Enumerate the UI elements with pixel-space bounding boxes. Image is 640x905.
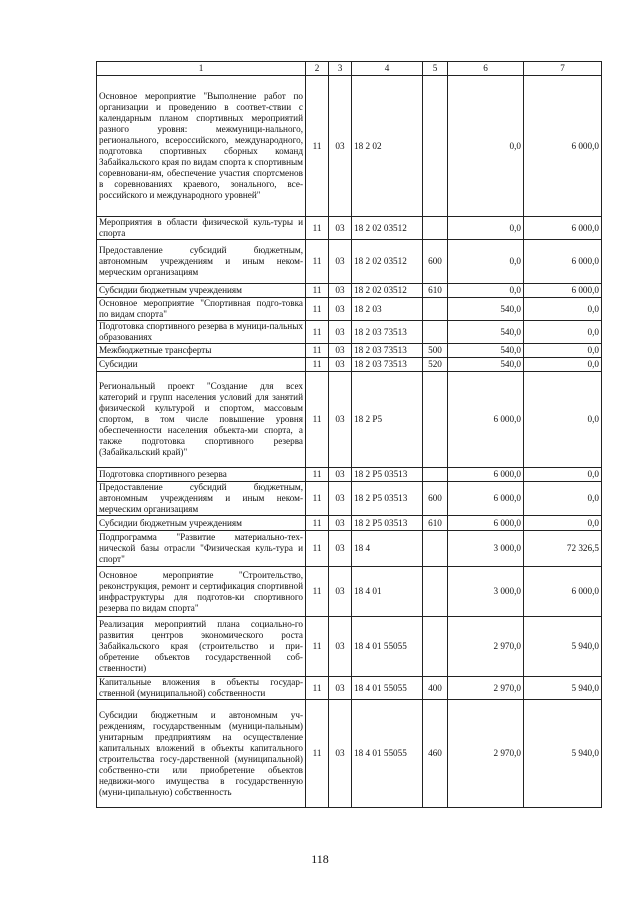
row-amount-2: 6 000,0 <box>524 284 602 298</box>
row-target-code: 18 2 P5 03513 <box>352 516 423 531</box>
row-expense-type: 460 <box>423 700 448 808</box>
row-amount-1: 540,0 <box>448 344 524 358</box>
row-amount-2: 72 326,5 <box>524 531 602 567</box>
row-expense-type <box>423 298 448 321</box>
row-name: Субсидии бюджетным учреждениям <box>97 284 306 298</box>
row-amount-1: 2 970,0 <box>448 677 524 700</box>
row-name: Субсидии <box>97 358 306 372</box>
row-target-code: 18 4 01 55055 <box>352 677 423 700</box>
table-row <box>97 531 602 567</box>
row-amount-2: 5 940,0 <box>524 617 602 677</box>
row-section: 11 <box>306 700 329 808</box>
row-expense-type <box>423 468 448 482</box>
row-target-code: 18 2 02 03512 <box>352 284 423 298</box>
row-amount-2: 0,0 <box>524 358 602 372</box>
row-section: 11 <box>306 240 329 284</box>
table-row <box>97 372 602 468</box>
row-section: 11 <box>306 372 329 468</box>
row-expense-type <box>423 531 448 567</box>
row-subsection: 03 <box>329 516 352 531</box>
row-subsection: 03 <box>329 700 352 808</box>
row-name: Основное мероприятие "Спортивная подго-товка по видам спорта" <box>97 298 306 321</box>
column-header-5: 5 <box>423 62 448 76</box>
row-amount-1: 540,0 <box>448 358 524 372</box>
row-amount-1: 6 000,0 <box>448 482 524 516</box>
row-target-code: 18 2 03 <box>352 298 423 321</box>
row-subsection: 03 <box>329 298 352 321</box>
row-name: Основное мероприятие "Строительство, реконструкция, ремонт и сертификация спортивной инфраструктуры для подготов-ки спортивного резерва по видам спорта" <box>97 567 306 617</box>
row-target-code: 18 4 <box>352 531 423 567</box>
row-amount-1: 3 000,0 <box>448 531 524 567</box>
row-subsection: 03 <box>329 567 352 617</box>
row-target-code: 18 2 P5 03513 <box>352 482 423 516</box>
row-amount-2: 0,0 <box>524 516 602 531</box>
row-subsection: 03 <box>329 321 352 344</box>
table-row <box>97 344 602 358</box>
row-expense-type: 600 <box>423 240 448 284</box>
row-expense-type <box>423 617 448 677</box>
row-amount-2: 0,0 <box>524 344 602 358</box>
row-subsection: 03 <box>329 617 352 677</box>
row-name: Основное мероприятие "Выполнение работ по организации и проведению в соответ-ствии с календарным планом спортивных мероприятий разного уровня: межмуници-нального, регионального, всероссийского, международного, подготовка спортивных сборных команд Забайкальского края по видам спорта к спортивным соревновани-ям, обеспечение участия спортсменов в соревнованиях краевого, зонального, все-российского и международного уровней" <box>97 76 306 217</box>
table-row <box>97 516 602 531</box>
row-name: Реализация мероприятий плана социально-го развития центров экономического роста Забайкальского края (строительство и при-обретение объектов государственной соб-ственности) <box>97 617 306 677</box>
table-row <box>97 321 602 344</box>
row-amount-1: 0,0 <box>448 284 524 298</box>
row-amount-1: 6 000,0 <box>448 516 524 531</box>
row-amount-1: 6 000,0 <box>448 468 524 482</box>
row-amount-1: 0,0 <box>448 217 524 240</box>
row-target-code: 18 2 02 03512 <box>352 217 423 240</box>
row-section: 11 <box>306 677 329 700</box>
row-target-code: 18 2 P5 <box>352 372 423 468</box>
row-amount-1: 0,0 <box>448 76 524 217</box>
row-name: Предоставление субсидий бюджетным, автономным учреждениям и иным неком-мерческим организациям <box>97 240 306 284</box>
row-section: 11 <box>306 567 329 617</box>
row-section: 11 <box>306 617 329 677</box>
table-row <box>97 567 602 617</box>
row-expense-type: 600 <box>423 482 448 516</box>
row-name: Подпрограмма "Развитие материально-тех-нической базы отрасли "Физическая куль-тура и спорт" <box>97 531 306 567</box>
row-subsection: 03 <box>329 531 352 567</box>
row-amount-2: 0,0 <box>524 321 602 344</box>
row-amount-2: 6 000,0 <box>524 567 602 617</box>
column-header-3: 3 <box>329 62 352 76</box>
row-expense-type <box>423 321 448 344</box>
column-header-6: 6 <box>448 62 524 76</box>
row-target-code: 18 4 01 55055 <box>352 700 423 808</box>
row-expense-type <box>423 372 448 468</box>
column-header-7: 7 <box>524 62 602 76</box>
row-expense-type: 610 <box>423 516 448 531</box>
row-expense-type <box>423 76 448 217</box>
row-section: 11 <box>306 217 329 240</box>
row-subsection: 03 <box>329 358 352 372</box>
row-target-code: 18 2 02 03512 <box>352 240 423 284</box>
row-name: Предоставление субсидий бюджетным, автономным учреждениям и иным неком-мерческим организациям <box>97 482 306 516</box>
row-target-code: 18 2 03 73513 <box>352 344 423 358</box>
row-amount-2: 5 940,0 <box>524 700 602 808</box>
row-target-code: 18 2 02 <box>352 76 423 217</box>
row-section: 11 <box>306 284 329 298</box>
table-row <box>97 617 602 677</box>
row-amount-1: 2 970,0 <box>448 617 524 677</box>
row-section: 11 <box>306 321 329 344</box>
table-row <box>97 76 602 217</box>
row-amount-1: 0,0 <box>448 240 524 284</box>
row-expense-type: 500 <box>423 344 448 358</box>
row-subsection: 03 <box>329 468 352 482</box>
column-header-4: 4 <box>352 62 423 76</box>
row-subsection: 03 <box>329 217 352 240</box>
row-section: 11 <box>306 298 329 321</box>
table-row <box>97 298 602 321</box>
row-subsection: 03 <box>329 240 352 284</box>
row-subsection: 03 <box>329 677 352 700</box>
row-section: 11 <box>306 516 329 531</box>
table-row <box>97 700 602 808</box>
row-expense-type: 520 <box>423 358 448 372</box>
column-header-1: 1 <box>97 62 306 76</box>
row-subsection: 03 <box>329 482 352 516</box>
row-expense-type: 610 <box>423 284 448 298</box>
row-target-code: 18 2 P5 03513 <box>352 468 423 482</box>
row-section: 11 <box>306 531 329 567</box>
row-name: Региональный проект "Создание для всех категорий и групп населения условий для занятий физической культурой и спортом, массовым спортом, в том числе повышение уровня обеспеченности населения объекта-ми спорта, а также подготовка спортивного резерва (Забайкальский край)" <box>97 372 306 468</box>
row-amount-1: 2 970,0 <box>448 700 524 808</box>
row-subsection: 03 <box>329 284 352 298</box>
row-target-code: 18 4 01 <box>352 567 423 617</box>
row-name: Субсидии бюджетным учреждениям <box>97 516 306 531</box>
row-name: Подготовка спортивного резерва в муници-пальных образованиях <box>97 321 306 344</box>
row-expense-type: 400 <box>423 677 448 700</box>
row-name: Подготовка спортивного резерва <box>97 468 306 482</box>
row-section: 11 <box>306 482 329 516</box>
row-section: 11 <box>306 358 329 372</box>
row-amount-1: 6 000,0 <box>448 372 524 468</box>
row-amount-1: 3 000,0 <box>448 567 524 617</box>
row-amount-2: 6 000,0 <box>524 217 602 240</box>
table-row <box>97 240 602 284</box>
table-row <box>97 677 602 700</box>
table-row <box>97 284 602 298</box>
row-name: Капитальные вложения в объекты государ-ственной (муниципальной) собственности <box>97 677 306 700</box>
row-amount-2: 0,0 <box>524 468 602 482</box>
row-subsection: 03 <box>329 372 352 468</box>
row-amount-2: 0,0 <box>524 298 602 321</box>
row-amount-2: 5 940,0 <box>524 677 602 700</box>
budget-table <box>96 61 602 808</box>
row-name: Субсидии бюджетным и автономным уч-реждениям, государственным (муници-пальным) унитарным предприятиям на осуществление капитальных вложений в объекты капитального строительства госу-дарственной (муниципальной) собственно-сти или приобретение объектов недвижи-мого имущества в государственную (муни-ципальную) собственность <box>97 700 306 808</box>
row-section: 11 <box>306 468 329 482</box>
row-section: 11 <box>306 76 329 217</box>
row-amount-2: 6 000,0 <box>524 76 602 217</box>
column-header-2: 2 <box>306 62 329 76</box>
row-target-code: 18 2 03 73513 <box>352 321 423 344</box>
row-target-code: 18 4 01 55055 <box>352 617 423 677</box>
row-subsection: 03 <box>329 76 352 217</box>
row-expense-type <box>423 217 448 240</box>
table-header-row <box>97 62 602 76</box>
row-amount-1: 540,0 <box>448 298 524 321</box>
row-name: Мероприятия в области физической куль-туры и спорта <box>97 217 306 240</box>
table-row <box>97 482 602 516</box>
page-number: 118 <box>311 852 329 866</box>
row-amount-2: 0,0 <box>524 482 602 516</box>
row-subsection: 03 <box>329 344 352 358</box>
row-expense-type <box>423 567 448 617</box>
row-name: Межбюджетные трансферты <box>97 344 306 358</box>
row-target-code: 18 2 03 73513 <box>352 358 423 372</box>
table-row <box>97 358 602 372</box>
row-amount-2: 6 000,0 <box>524 240 602 284</box>
row-amount-2: 0,0 <box>524 372 602 468</box>
row-section: 11 <box>306 344 329 358</box>
table-row <box>97 217 602 240</box>
table-row <box>97 468 602 482</box>
row-amount-1: 540,0 <box>448 321 524 344</box>
